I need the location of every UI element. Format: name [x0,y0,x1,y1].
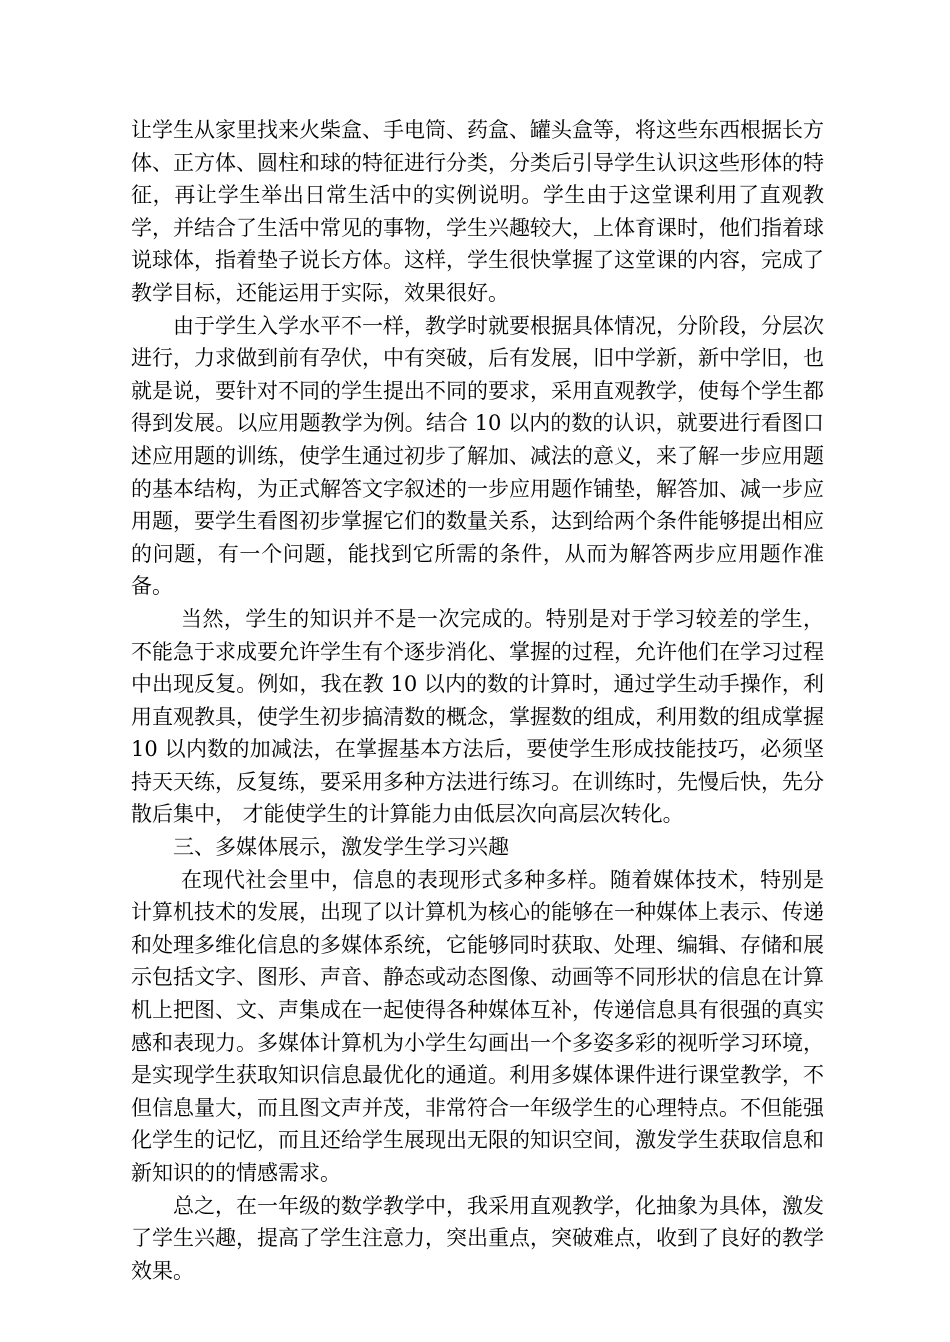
paragraph-1: 让学生从家里找来火柴盒、手电筒、药盒、罐头盒等，将这些东西根据长方体、正方体、圆柱和球的特征进行分类，分类后引导学生认识这些形体的特征，再让学生举出日常生活中的实例说明。学生由于这堂课利用了直观教学，并结合了生活中常见的事物，学生兴趣较大，上体育课时，他们指着球说球体，指着垫子说长方体。这样，学生很快掌握了这堂课的内容，完成了教学目标，还能运用于实际，效果很好。 [131,118,824,305]
paragraph-3: 当然，学生的知识并不是一次完成的。特别是对于学习较差的学生，不能急于求成要允许学生有个逐步消化、掌握的过程，允许他们在学习过程中出现反复。例如，我在教 10 以内的数的计算时，通过学生动手操作，利用直观教具，使学生初步搞清数的概念，掌握数的组成，利用数的组成掌握 10 以内数的加减法，在掌握基本方法后，要使学生形成技能技巧，必须坚持天天练，反复练，要采用多种方法进行练习。在训练时，先慢后快，先分散后集中， 才能使学生的计算能力由低层次向高层次转化。 [131,606,824,827]
section-heading: 三、多媒体展示，激发学生学习兴趣 [173,835,509,860]
paragraph-2: 由于学生入学水平不一样，教学时就要根据具体情况，分阶段，分层次进行，力求做到前有孕伏，中有突破，后有发展，旧中学新，新中学旧，也就是说，要针对不同的学生提出不同的要求，采用直观教学，使每个学生都得到发展。以应用题教学为例。结合 10 以内的数的认识，就要进行看图口述应用题的训练，使学生通过初步了解加、减法的意义，来了解一步应用题的基本结构，为正式解答文字叙述的一步应用题作铺垫，解答加、减一步应用题，要学生看图初步掌握它们的数量关系，达到给两个条件能够提出相应的问题，有一个问题，能找到它所需的条件，从而为解答两步应用题作准备。 [131,313,824,599]
paragraph-5: 总之，在一年级的数学教学中，我采用直观教学，化抽象为具体，激发了学生兴趣，提高了学生注意力，突出重点，突破难点，收到了良好的教学效果。 [131,1193,824,1283]
paragraph-4: 在现代社会里中，信息的表现形式多种多样。随着媒体技术，特别是计算机技术的发展，出现了以计算机为核心的能够在一种媒体上表示、传递和处理多维化信息的多媒体系统，它能够同时获取、处理、编辑、存储和展示包括文字、图形、声音、静态或动态图像、动画等不同形状的信息在计算机上把图、文、声集成在一起使得各种媒体互补，传递信息具有很强的真实感和表现力。多媒体计算机为小学生勾画出一个多姿多彩的视听学习环境，是实现学生获取知识信息最优化的通道。利用多媒体课件进行课堂教学，不但信息量大，而且图文声并茂，非常符合一年级学生的心理特点。不但能强化学生的记忆，而且还给学生展现出无限的知识空间，激发学生获取信息和新知识的的情感需求。 [131,867,824,1185]
document-body [131,114,824,1287]
